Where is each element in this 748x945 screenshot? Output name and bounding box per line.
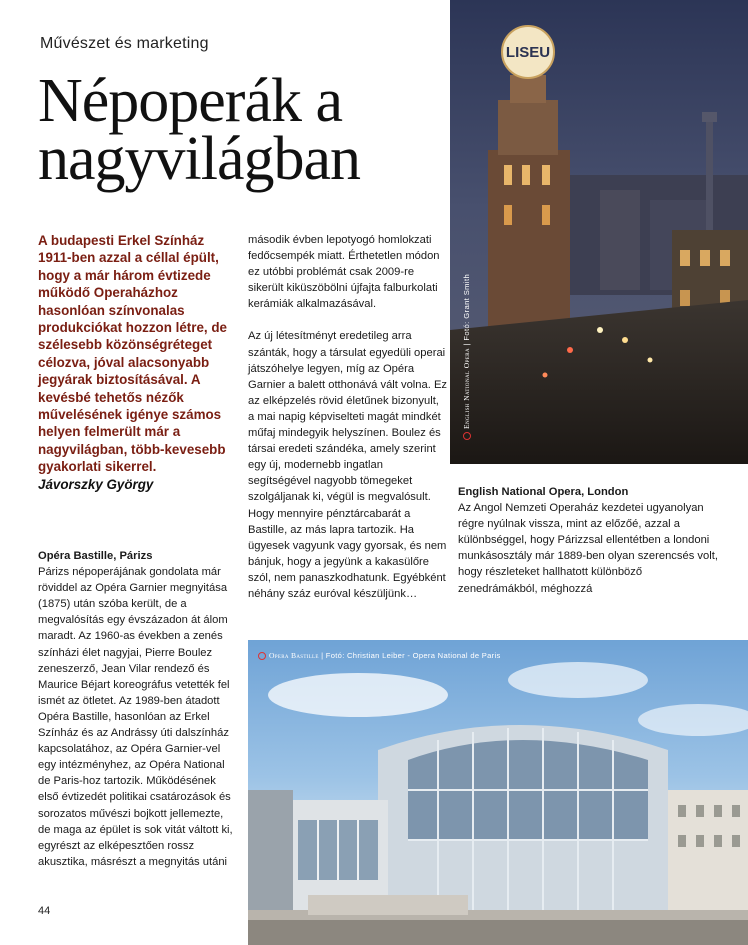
title-line-1: Népoperák a: [38, 67, 342, 135]
middle-paragraph-2: Az új létesítményt eredetileg arra szánták, hogy a társulat egyedüli operai játszóhelye legyen, míg az Opéra Garnier a balett otthonává vált volna. Ez az elképzelés rövid életűnek bizonyult, a mai napig képviselteti magát mindkét műfaj mindegyik helyszínen. Boulez és társai eredeti szándéka, amely szerint egy új, modernebb ingatlan segítségével nagyobb tömegeket szolgáljanak ki, végül is megvalósult. Hogy mennyire pénztárcabarát a Bastille, az más lapra tartozik. Ha ügyesek vagyunk vagy gyorsak, és nem bánjuk, hogy a jegyünk a kakasülőre szól, nem panaszkodhatunk. Egyébként néhány száz euróval készüljünk…: [248, 330, 448, 600]
middle-paragraph-1: második évben lepotyogó homlokzati fedőcsempék miatt. Érthetetlen módon ez utóbbi problémát csak 2009-re sikerült kiküszöbölni újfajta falburkolati kerámiák alkalmazásával.: [248, 234, 440, 311]
paris-heading: Opéra Bastille, Párizs: [38, 550, 153, 562]
lead-paragraph: [38, 232, 228, 493]
lead-text: A budapesti Erkel Színház 1911-ben azzal a céllal épült, hogy a már három évtizede működő Operaházhoz hasonlóan színvonalas produkciókat hozzon létre, de szélesebb közönségréteget célozva, jóval alacsonyabb jegyárak biztosításával. A kevésbé tehetős nézők művelésének igénye számos helyen felmerült már a nagyvilágban, több-kevesebb gyakorlati sikerrel.: [38, 233, 227, 475]
london-credit: Fotó: Grant Smith: [462, 273, 471, 341]
author-name: Jávorszky György: [38, 476, 154, 492]
london-body: Az Angol Nemzeti Operaház kezdetei ugyanolyan régre nyúlnak vissza, mint az előzőé, azzal a különbséggel, hogy Párizzsal ellentétben a londoni munkásosztály már 1889-ben olyan szerencsés volt, hogy részleteket hallhatott különböző zenedrámákból, méghozzá: [458, 502, 718, 595]
london-photo: [450, 0, 748, 464]
page-title: [38, 67, 458, 193]
caption-dot-icon: [463, 432, 471, 440]
column-london: [458, 484, 720, 613]
paris-photo: [248, 640, 748, 945]
london-photo-credit: English National Opera | Fotó: Grant Smith: [462, 274, 471, 440]
london-night-cityscape: [450, 0, 748, 464]
paris-credit: Fotó: Christian Leiber - Opera National de Paris: [325, 651, 501, 660]
london-heading: English National Opera, London: [458, 486, 629, 498]
tower-sign: LISEU: [505, 44, 551, 61]
page-number: 44: [38, 905, 51, 917]
column-paris: [38, 548, 238, 886]
title-line-2: nagyvilágban: [38, 125, 361, 193]
caption-dot-icon: [258, 652, 266, 660]
column-middle: [248, 232, 448, 618]
paris-body: Párizs népoperájának gondolata már röviddel az Opéra Garnier megnyitása (1875) után szóba került, de a megvalósítás egy évszázadon át álom maradt. Az 1960-as években a zenés színházi élet nagyjai, Pierre Boulez zeneszerző, Jean Vilar rendező és Maurice Béjart koreográfus vetették fel ismét az ötletet. Az 1989-ben átadott Opéra Bastille, hasonlóan az Erkel Színház és az Andrássy úti dalszínház kapcsolatához, az Opéra Garnier-vel egy intézményhez, az Opéra National de Paris-hoz tartozik. Működésének első évtizedét politikai csatározások és sorozatos művészi bojkott jellemezte, de maga az épület is sok vitát váltott ki, egyrészt az elképesztően rossz akusztika, másrészt a megnyitás utáni: [38, 566, 233, 868]
section-label: Művészet és marketing: [40, 35, 209, 52]
paris-photo-credit: Opera Bastille | Fotó: Christian Leiber - Opera National de Paris: [258, 651, 501, 660]
paris-caption: Opera Bastille: [269, 651, 319, 660]
opera-bastille-building: [248, 640, 748, 945]
london-caption: English National Opera: [462, 348, 471, 429]
